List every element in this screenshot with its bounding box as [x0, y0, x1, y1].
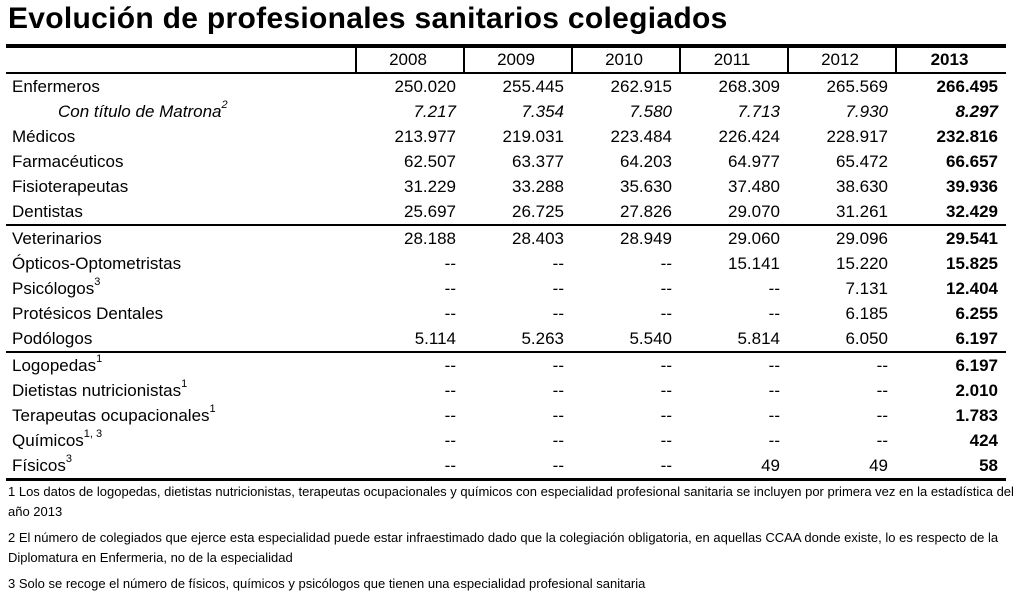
- table-row: [6, 428, 1006, 453]
- footnote: 2 El número de colegiados que ejerce esta especialidad puede estar infraestimado dado que la colegiación obligatoria, en aquellas CCAA donde existe, lo es respecto de la Diplomatura en Enfermeria, no de la especialidad: [8, 530, 999, 565]
- value-cell: 5.814: [737, 329, 780, 348]
- footnote-marker: 1: [96, 353, 103, 366]
- row-label-text: Físicos: [12, 456, 66, 475]
- value-cell: --: [660, 406, 672, 425]
- table-header-row: [6, 46, 1006, 73]
- header-empty-cell: [6, 46, 356, 73]
- value-cell: --: [552, 381, 564, 400]
- value-cell: 213.977: [394, 127, 456, 146]
- row-label-text: Farmacéuticos: [12, 152, 124, 171]
- row-label: [6, 174, 356, 199]
- value-cell: 7.354: [521, 102, 564, 121]
- footnote-marker: 3: [65, 453, 72, 466]
- value-cell: 2.010: [955, 381, 998, 400]
- table-row: [6, 99, 1006, 124]
- value-cell: 1.783: [955, 406, 998, 425]
- value-cell: 265.569: [826, 77, 888, 96]
- row-label: [6, 453, 356, 480]
- table-row: [6, 301, 1006, 326]
- row-label: [6, 428, 356, 453]
- value-cell: 32.429: [946, 202, 998, 221]
- value-cell: 7.580: [629, 102, 672, 121]
- value-cell: 27.826: [620, 202, 672, 221]
- table-row: [6, 225, 1006, 251]
- row-label: [6, 352, 356, 378]
- value-cell: --: [768, 279, 780, 298]
- value-cell: --: [444, 304, 456, 323]
- value-cell: 26.725: [512, 202, 564, 221]
- value-cell: 15.825: [946, 254, 998, 273]
- row-label-text: Veterinarios: [12, 229, 102, 248]
- table-row: [6, 352, 1006, 378]
- row-label-text: Psicólogos: [12, 279, 95, 298]
- value-cell: --: [444, 279, 456, 298]
- value-cell: 6.185: [845, 304, 888, 323]
- value-cell: --: [444, 381, 456, 400]
- footnote: 1 Los datos de logopedas, dietistas nutricionistas, terapeutas ocupacionales y químicos con especialidad profesional sanitaria se incluyen por primera vez en la estadística del año 2013: [8, 484, 1014, 519]
- value-cell: --: [464, 453, 572, 480]
- value-cell: 65.472: [836, 152, 888, 171]
- value-cell: 5.540: [629, 329, 672, 348]
- value-cell: 64.203: [620, 152, 672, 171]
- value-cell: 66.657: [946, 152, 998, 171]
- value-cell: 28.403: [464, 225, 572, 251]
- value-cell: 49: [788, 453, 896, 480]
- value-cell: 226.424: [718, 127, 780, 146]
- value-cell: 250.020: [394, 77, 456, 96]
- value-cell: --: [788, 352, 896, 378]
- row-label: [6, 326, 356, 352]
- value-cell: 6.050: [845, 329, 888, 348]
- row-label: [6, 251, 356, 276]
- row-label-text: Ópticos-Optometristas: [12, 254, 182, 273]
- value-cell: 262.915: [610, 77, 672, 96]
- table-row: [6, 453, 1006, 480]
- year-header: 2009: [464, 46, 572, 73]
- value-cell: 6.255: [955, 304, 998, 323]
- value-cell: --: [572, 453, 680, 480]
- value-cell: --: [768, 381, 780, 400]
- year-header: 2011: [680, 46, 788, 73]
- row-label-text: Médicos: [12, 127, 76, 146]
- value-cell: --: [660, 381, 672, 400]
- table-row: [6, 326, 1006, 352]
- value-cell: --: [768, 304, 780, 323]
- value-cell: --: [876, 381, 888, 400]
- row-label: [6, 149, 356, 174]
- row-label-text: Con título de Matrona: [58, 102, 222, 121]
- value-cell: --: [552, 431, 564, 450]
- footnote: 3 Solo se recoge el número de físicos, químicos y psicólogos que tienen una especialidad profesional sanitaria: [8, 576, 646, 591]
- value-cell: --: [356, 453, 464, 480]
- row-label: [6, 403, 356, 428]
- value-cell: 6.197: [955, 329, 998, 348]
- footnotes: [8, 482, 1018, 600]
- value-cell: 15.141: [728, 254, 780, 273]
- value-cell: --: [552, 279, 564, 298]
- year-header: 2012: [788, 46, 896, 73]
- value-cell: --: [444, 254, 456, 273]
- value-cell: 63.377: [512, 152, 564, 171]
- value-cell: --: [876, 431, 888, 450]
- value-cell: 8.297: [955, 102, 998, 121]
- value-cell: 33.288: [512, 177, 564, 196]
- row-label-text: Protésicos Dentales: [12, 304, 164, 323]
- table-row: [6, 276, 1006, 301]
- value-cell: --: [552, 254, 564, 273]
- value-cell: 64.977: [728, 152, 780, 171]
- row-label-text: Dietistas nutricionistas: [12, 381, 182, 400]
- value-cell: --: [660, 431, 672, 450]
- value-cell: --: [444, 431, 456, 450]
- row-label-text: Fisioterapeutas: [12, 177, 129, 196]
- value-cell: 29.070: [728, 202, 780, 221]
- footnote-marker: 1, 3: [83, 428, 103, 441]
- value-cell: 49: [680, 453, 788, 480]
- row-label-text: Logopedas: [12, 356, 97, 375]
- value-cell: 7.217: [413, 102, 456, 121]
- value-cell: 5.114: [414, 329, 456, 348]
- value-cell: 58: [896, 453, 1006, 480]
- value-cell: --: [768, 406, 780, 425]
- page-title: Evolución de profesionales sanitarios colegiados: [8, 2, 728, 35]
- value-cell: --: [552, 304, 564, 323]
- footnote-marker: 2: [221, 99, 228, 112]
- value-cell: 35.630: [620, 177, 672, 196]
- table-row: [6, 378, 1006, 403]
- value-cell: --: [768, 431, 780, 450]
- value-cell: 5.263: [521, 329, 564, 348]
- value-cell: --: [660, 254, 672, 273]
- value-cell: 255.445: [502, 77, 564, 96]
- value-cell: 37.480: [728, 177, 780, 196]
- value-cell: --: [876, 406, 888, 425]
- row-label: [6, 124, 356, 149]
- value-cell: 424: [969, 431, 998, 450]
- row-label: [6, 378, 356, 403]
- value-cell: 7.930: [845, 102, 888, 121]
- value-cell: 28.188: [356, 225, 464, 251]
- table-row: [6, 174, 1006, 199]
- value-cell: 62.507: [404, 152, 456, 171]
- value-cell: 25.697: [404, 202, 456, 221]
- table-row: [6, 403, 1006, 428]
- row-label: [6, 225, 356, 251]
- table-row: [6, 73, 1006, 99]
- value-cell: 232.816: [936, 127, 998, 146]
- value-cell: 15.220: [836, 254, 888, 273]
- table-row: [6, 199, 1006, 225]
- value-cell: --: [660, 279, 672, 298]
- table-row: [6, 149, 1006, 174]
- value-cell: 31.229: [404, 177, 456, 196]
- footnote-marker: 1: [181, 378, 188, 391]
- year-header: 2013: [896, 46, 1006, 73]
- row-label-text: Enfermeros: [12, 77, 100, 96]
- table-row: [6, 251, 1006, 276]
- value-cell: --: [660, 304, 672, 323]
- row-label: [6, 73, 356, 99]
- value-cell: --: [464, 352, 572, 378]
- value-cell: --: [552, 406, 564, 425]
- value-cell: 29.060: [680, 225, 788, 251]
- value-cell: 28.949: [572, 225, 680, 251]
- professionals-table: [6, 44, 1006, 481]
- row-label-text: Podólogos: [12, 329, 93, 348]
- footnote-marker: 1: [209, 403, 216, 416]
- value-cell: 219.031: [502, 127, 564, 146]
- value-cell: 228.917: [826, 127, 888, 146]
- row-label: [6, 301, 356, 326]
- footnote-marker: 3: [94, 276, 101, 289]
- row-label: [6, 276, 356, 301]
- value-cell: 29.541: [896, 225, 1006, 251]
- value-cell: 6.197: [896, 352, 1006, 378]
- year-header: 2008: [356, 46, 464, 73]
- value-cell: 7.131: [845, 279, 888, 298]
- row-label-text: Químicos: [12, 431, 84, 450]
- value-cell: 7.713: [737, 102, 780, 121]
- value-cell: 38.630: [836, 177, 888, 196]
- value-cell: 12.404: [946, 279, 998, 298]
- value-cell: 31.261: [836, 202, 888, 221]
- table-row: [6, 124, 1006, 149]
- value-cell: --: [572, 352, 680, 378]
- value-cell: 223.484: [610, 127, 672, 146]
- year-header: 2010: [572, 46, 680, 73]
- value-cell: 268.309: [718, 77, 780, 96]
- row-label-text: Terapeutas ocupacionales: [12, 406, 210, 425]
- value-cell: --: [356, 352, 464, 378]
- value-cell: --: [680, 352, 788, 378]
- row-label: [6, 99, 356, 124]
- value-cell: 29.096: [788, 225, 896, 251]
- value-cell: --: [444, 406, 456, 425]
- row-label: [6, 199, 356, 225]
- value-cell: 266.495: [936, 77, 998, 96]
- row-label-text: Dentistas: [12, 202, 83, 221]
- value-cell: 39.936: [946, 177, 998, 196]
